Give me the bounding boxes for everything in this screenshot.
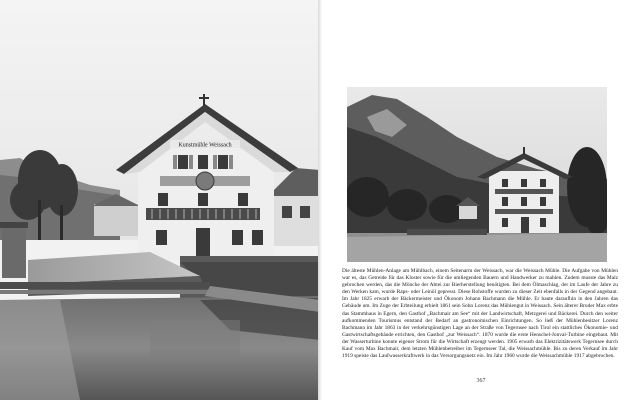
body-paragraph: Die älteste Mühlen-Anlage am Mühlbach, einem Seitenarm der Weissach, war die Weissach Mühle. Die Aufgabe von Mühlen war es, das Getreide für das Kloster sowie für die umliegenden Bauern und Handwerker zu mahlen. Zudem musste das Malz gebrochen werden, das die Mönche der Abtei zur Bierherstellung benötigten. Bei dem Ölmaschlag, der im Laufe der Jahre zu den Werken kam, wurde Raps- oder Leinöl gepresst. Diese Rohstoffe wurden zu dieser Zeit ebenfalls in der Gegend angebaut. Im Jahr 1825 erwarb der Bäckermeister und Ökonom Johann Bachmann die Mühle. Er baute daraufhin in den Jahren das Gebäude um. Im Zuge der Erbteilung erhielt 1861 sein Sohn Lorenz das Mühlengut in Weissach. Sein älterer Bruder Max erbte das Stammhaus in Egern, den Gasthof „Bachmair am See“ mit der Landwirtschaft, Metzgerei und Bäckerei. Durch den weiter aufkommenden Tourismus entstand der Bedarf an gastronomischen Einrichtungen. So ließ der Mühlenbesitzer Lorenz Bachmann im Jahr 1863 in der verkehrsgünstigen Lage an der Straße von Tegernsee nach Tirol ein stattliches Ökonomie- und Gastwirtschaftsgebäude errichten, den Gasthof „zur Weissach“. 1870 wurde die erste Henschel-Jonval-Turbine eingebaut. Mit der Wasserturbine konnte eigener Strom für die Wirtschaft erzeugt werden. 1905 erwarb das Elektrizitätswerk Tegernsee durch Kauf vom Max Bachmair, dem letzten Mühlenbetreiber im Tegernseer Tal, die Weissachmühle. Bis zu deren Verkauf im Jahr 1919 speiste das Laufwasserkraftwerk in das Versorgungsnetz ein. Im Jahr 1960 wurde die Weissachmühle 1917 abgebrochen.	[342, 268, 618, 360]
building-sign-text: Kunstmühle Weissach	[178, 142, 232, 149]
right-page	[322, 0, 640, 400]
landscape-photo	[347, 87, 607, 262]
article-body-text	[342, 268, 618, 374]
mountain-mill-photo	[347, 87, 607, 262]
page-number: 367	[476, 378, 486, 384]
